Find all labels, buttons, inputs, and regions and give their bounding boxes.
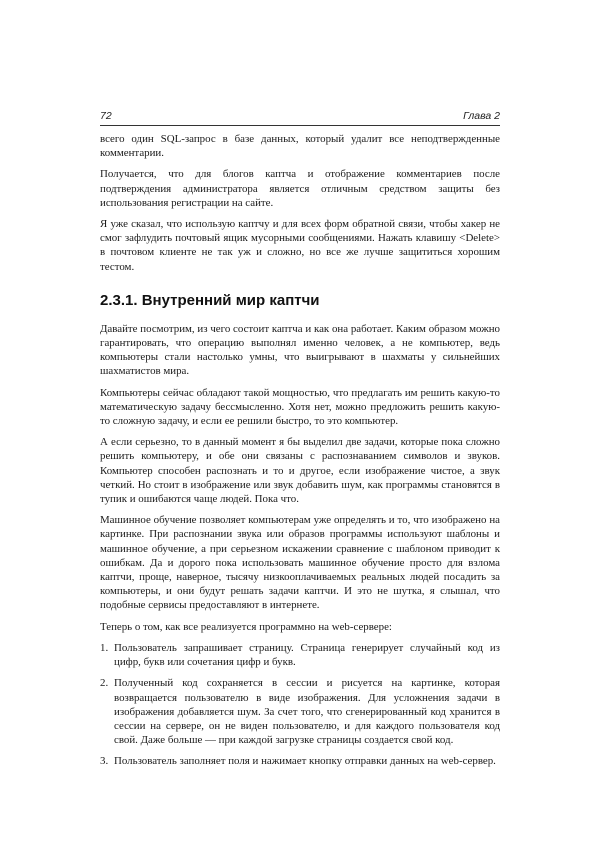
- list-item-number: 1.: [100, 641, 109, 654]
- list-item: [100, 641, 500, 669]
- page-number: 72: [100, 110, 112, 122]
- list-item-number: 3.: [100, 755, 109, 768]
- list-item-text: Пользователь заполняет поля и нажимает кнопку отправки данных на web-сервер.: [114, 755, 496, 768]
- list-item: [100, 754, 500, 768]
- list-item: [100, 676, 500, 747]
- paragraph: Машинное обучение позволяет компьютерам уже определять и то, что изображено на картинке. При распознании звука или образов программы используют шаблоны и машинное обучение, а при серьезном искажении сравнение с шаблоном приводит к ошибкам. Да и дорого пока использовать машинное обучение просто для взлома каптчи, проще, наверное, тысячу низкооплачиваемых реальных людей посадить за компьютеры, и они будут решать задачи каптчи. И это не шутка, я слышал, что подобные сервисы предоставляют в интернете.: [100, 514, 500, 612]
- paragraph: А если серьезно, то в данный момент я бы выделил две задачи, которые пока сложно решить компьютеру, и обе они связаны с распознаванием символов и звуков. Компьютер способен распознать и то и другое, если изображение чистое, а звук четкий. Но стоит в изображение или звук добавить шум, как программы становятся в тупик и ошибаются чаще людей. Пока что.: [100, 436, 500, 506]
- list-item-text: Полученный код сохраняется в сессии и рисуется на картинке, которая возвращается пользователю в виде изображения. Для усложнения задачи в изображения добавляется шум. За счет того, что сгенерированный код хранится в сессии на сервере, он не виден пользователю, и для каждого пользователя код свой. Даже больше — при каждой загрузке страницы создается свой код.: [114, 677, 500, 747]
- section-heading: 2.3.1. Внутренний мир каптчи: [100, 291, 320, 309]
- chapter-title: Глава 2: [463, 110, 500, 122]
- header-rule: [100, 125, 500, 126]
- list-item-text: Пользователь запрашивает страницу. Страница генерирует случайный код из цифр, букв или сочетания цифр и букв.: [114, 641, 500, 669]
- numbered-list: [100, 641, 500, 769]
- running-header: [100, 110, 500, 122]
- paragraph: Теперь о том, как все реализуется программно на web-сервере:: [100, 620, 392, 633]
- paragraph: Давайте посмотрим, из чего состоит каптча и как она работает. Каким образом можно гарантировать, что операцию выполнял именно человек, а не компьютер, ведь компьютеры стали настолько умны, что выигрывают в шахматы у сильнейших шахматистов мира.: [100, 322, 500, 378]
- paragraph: Я уже сказал, что использую каптчу и для всех форм обратной связи, чтобы хакер не смог зафлудить почтовый ящик мусорными сообщениями. Нажать клавишу <Delete> в почтовом клиенте не так уж и сложно, но все же лучше защититься хорошим тестом.: [100, 218, 500, 273]
- paragraph: Компьютеры сейчас обладают такой мощностью, что предлагать им решить какую-то математическую задачу бессмысленно. Хотя нет, можно предложить решить какую-то сложную задачу, и если ее решили быстро, то это компьютер.: [100, 386, 500, 428]
- paragraph: всего один SQL-запрос в базе данных, который удалит все неподтвержденные комментарии.: [100, 133, 500, 160]
- page-body: [100, 132, 500, 776]
- paragraph: Получается, что для блогов каптча и отображение комментариев после подтверждения администратора является отличным средством защиты без использования регистрации на сайте.: [100, 168, 500, 209]
- list-item-number: 2.: [100, 677, 109, 690]
